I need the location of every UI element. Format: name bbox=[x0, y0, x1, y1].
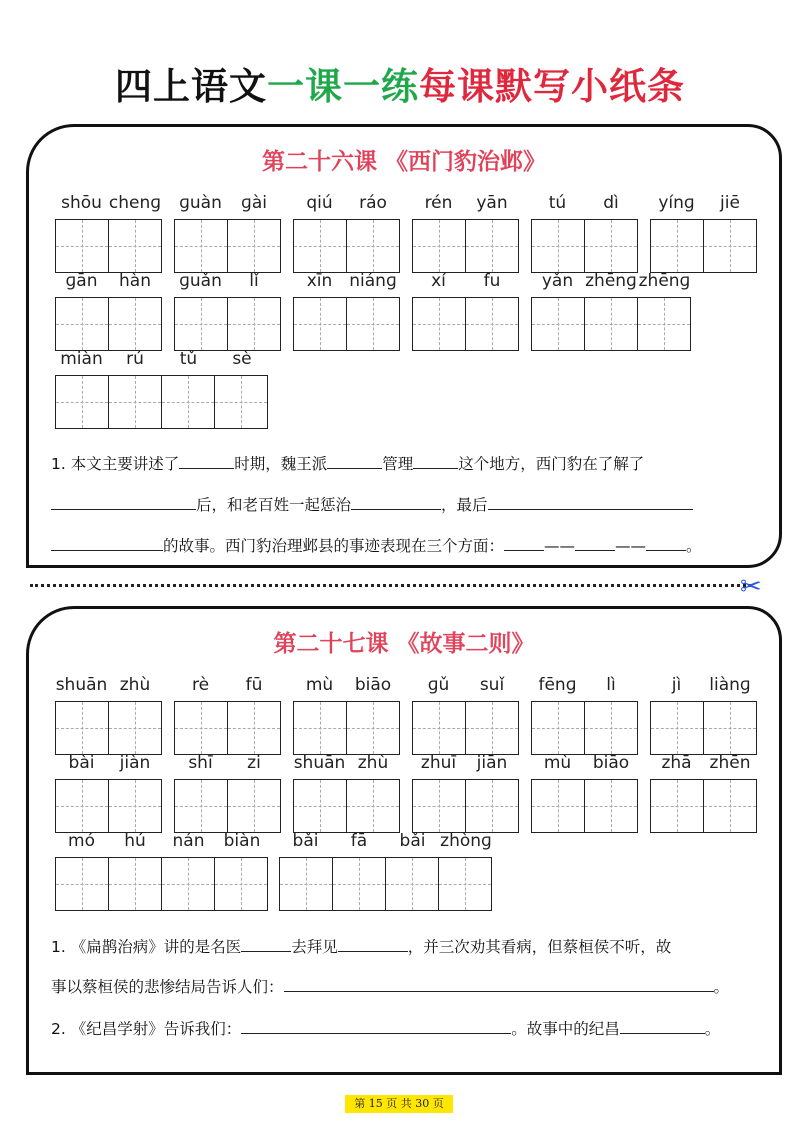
character-box[interactable] bbox=[56, 702, 109, 754]
character-box[interactable] bbox=[347, 702, 399, 754]
character-box[interactable] bbox=[413, 780, 466, 832]
pinyin-label: hàn bbox=[119, 271, 151, 291]
character-box[interactable] bbox=[347, 220, 399, 272]
lesson-27-heading: 第二十七课 《故事二则》 bbox=[273, 631, 535, 657]
pinyin-label: rè bbox=[191, 675, 210, 695]
lesson-27-card bbox=[26, 606, 782, 1075]
character-box[interactable] bbox=[651, 702, 704, 754]
writing-grid bbox=[55, 297, 162, 351]
character-box[interactable] bbox=[386, 858, 439, 910]
pinyin-label: niánɡ bbox=[349, 271, 397, 291]
pinyin-label: rén bbox=[424, 193, 453, 213]
answer-blank[interactable] bbox=[51, 493, 196, 510]
pinyin-label: lǐ bbox=[249, 271, 259, 291]
character-box[interactable] bbox=[175, 298, 228, 350]
answer-blank[interactable] bbox=[351, 493, 441, 510]
character-box[interactable] bbox=[704, 702, 756, 754]
writing-grid bbox=[55, 779, 162, 833]
pinyin-label: fā bbox=[350, 831, 368, 851]
answer-blank[interactable] bbox=[179, 452, 234, 469]
character-box[interactable] bbox=[109, 298, 161, 350]
writing-grid bbox=[55, 857, 268, 911]
pinyin-label: bǎi bbox=[292, 831, 319, 851]
pinyin-label: biāo bbox=[592, 753, 630, 773]
answer-blank[interactable] bbox=[575, 534, 615, 551]
answer-blank[interactable] bbox=[646, 534, 686, 551]
pinyin-label: zhuī bbox=[420, 753, 457, 773]
character-box[interactable] bbox=[228, 298, 280, 350]
character-box[interactable] bbox=[228, 702, 280, 754]
answer-blank[interactable] bbox=[241, 1017, 511, 1034]
character-box[interactable] bbox=[651, 220, 704, 272]
pinyin-label: yǎn bbox=[541, 271, 574, 291]
scissors-icon: ✂ bbox=[740, 572, 762, 602]
character-box[interactable] bbox=[413, 702, 466, 754]
character-box[interactable] bbox=[413, 220, 466, 272]
pinyin-label: fū bbox=[245, 675, 263, 695]
character-box[interactable] bbox=[56, 376, 109, 428]
answer-blank[interactable] bbox=[327, 452, 382, 469]
pinyin-label: liànɡ bbox=[709, 675, 751, 695]
character-box[interactable] bbox=[347, 298, 399, 350]
writing-grid bbox=[279, 857, 492, 911]
pinyin-label: zi bbox=[247, 753, 261, 773]
pinyin-label: shōu bbox=[61, 193, 102, 213]
character-box[interactable] bbox=[109, 220, 161, 272]
pinyin-label: nán bbox=[172, 831, 205, 851]
answer-blank[interactable] bbox=[413, 452, 458, 469]
writing-grid bbox=[412, 297, 519, 351]
pinyin-label: mù bbox=[305, 675, 334, 695]
character-box[interactable] bbox=[294, 702, 347, 754]
pinyin-label: ɡuǎn bbox=[179, 271, 222, 291]
character-box[interactable] bbox=[56, 858, 109, 910]
pinyin-label: xīn bbox=[306, 271, 333, 291]
pinyin-label: mó bbox=[68, 831, 95, 851]
character-box[interactable] bbox=[585, 780, 637, 832]
pinyin-label: ɡài bbox=[241, 193, 267, 213]
writing-grid bbox=[174, 219, 281, 273]
pinyin-label: zhēn bbox=[709, 753, 751, 773]
writing-grid bbox=[174, 297, 281, 351]
answer-blank[interactable] bbox=[284, 975, 714, 992]
pinyin-label: rú bbox=[126, 349, 144, 369]
writing-grid bbox=[412, 701, 519, 755]
character-box[interactable] bbox=[532, 780, 585, 832]
lesson-26-question-line-2: 后，和老百姓一起惩治 ，最后 bbox=[51, 493, 693, 515]
pinyin-label: lì bbox=[606, 675, 616, 695]
character-box[interactable] bbox=[175, 702, 228, 754]
pinyin-label: suǐ bbox=[479, 675, 505, 695]
writing-grid bbox=[412, 779, 519, 833]
writing-grid bbox=[55, 219, 162, 273]
character-box[interactable] bbox=[413, 298, 466, 350]
character-box[interactable] bbox=[466, 702, 518, 754]
pinyin-label: yān bbox=[476, 193, 508, 213]
character-box[interactable] bbox=[704, 220, 756, 272]
character-box[interactable] bbox=[175, 220, 228, 272]
pinyin-label: qiú bbox=[306, 193, 333, 213]
pinyin-label: shī bbox=[188, 753, 213, 773]
pinyin-label: jì bbox=[671, 675, 682, 695]
pinyin-label: hú bbox=[124, 831, 146, 851]
pinyin-label: bǎi bbox=[399, 831, 426, 851]
writing-grid bbox=[531, 219, 638, 273]
pinyin-label: zhēnɡ bbox=[585, 271, 637, 291]
character-box[interactable] bbox=[56, 298, 109, 350]
writing-grid bbox=[293, 779, 400, 833]
character-box[interactable] bbox=[109, 858, 162, 910]
character-box[interactable] bbox=[294, 780, 347, 832]
answer-blank[interactable] bbox=[241, 935, 291, 952]
pinyin-label: jiàn bbox=[119, 753, 151, 773]
writing-grid bbox=[55, 701, 162, 755]
lesson-27-question-1-line-2: 事以蔡桓侯的悲惨结局告诉人们： 。 bbox=[51, 975, 729, 997]
character-box[interactable] bbox=[280, 858, 333, 910]
character-box[interactable] bbox=[704, 780, 756, 832]
character-box[interactable] bbox=[56, 220, 109, 272]
pinyin-label: chenɡ bbox=[108, 193, 162, 213]
character-box[interactable] bbox=[532, 220, 585, 272]
pinyin-label: tú bbox=[548, 193, 567, 213]
character-box[interactable] bbox=[347, 780, 399, 832]
character-box[interactable] bbox=[466, 780, 518, 832]
character-box[interactable] bbox=[215, 376, 267, 428]
pinyin-label: biāo bbox=[354, 675, 392, 695]
page-title: 四上语文一课一练每课默写小纸条 bbox=[115, 65, 685, 108]
pinyin-label: biàn bbox=[223, 831, 261, 851]
character-box[interactable] bbox=[439, 858, 491, 910]
character-box[interactable] bbox=[532, 702, 585, 754]
character-box[interactable] bbox=[294, 220, 347, 272]
pinyin-label: dì bbox=[603, 193, 619, 213]
character-box[interactable] bbox=[162, 376, 215, 428]
character-box[interactable] bbox=[228, 220, 280, 272]
pinyin-label: sè bbox=[232, 349, 252, 369]
writing-grid bbox=[174, 779, 281, 833]
character-box[interactable] bbox=[109, 702, 161, 754]
character-box[interactable] bbox=[585, 220, 637, 272]
character-box[interactable] bbox=[466, 220, 518, 272]
writing-grid bbox=[293, 701, 400, 755]
character-box[interactable] bbox=[333, 858, 386, 910]
pinyin-label: zhù bbox=[119, 675, 151, 695]
lesson-26-heading: 第二十六课 《西门豹治邺》 bbox=[261, 149, 546, 175]
character-box[interactable] bbox=[651, 780, 704, 832]
lesson-26-question-line-3: 的故事。西门豹治理邺县的事迹表现在三个方面： —— —— 。 bbox=[51, 534, 702, 556]
writing-grid bbox=[174, 701, 281, 755]
pinyin-label: zhù bbox=[357, 753, 389, 773]
lesson-27-question-1-line-1: 1. 《扁鹊治病》讲的是名医 去拜见 ，并三次劝其看病，但蔡桓侯不听，故 bbox=[51, 935, 671, 957]
pinyin-label: shuān bbox=[55, 675, 108, 695]
pinyin-label: fu bbox=[483, 271, 501, 291]
character-box[interactable] bbox=[109, 376, 162, 428]
pinyin-label: ráo bbox=[359, 193, 387, 213]
writing-grid bbox=[293, 219, 400, 273]
pinyin-label: zhēnɡ bbox=[638, 271, 691, 291]
character-box[interactable] bbox=[162, 858, 215, 910]
writing-grid bbox=[650, 701, 757, 755]
character-box[interactable] bbox=[175, 780, 228, 832]
character-box[interactable] bbox=[228, 780, 280, 832]
writing-grid bbox=[531, 779, 638, 833]
pinyin-label: mù bbox=[543, 753, 572, 773]
pinyin-label: xí bbox=[431, 271, 446, 291]
pinyin-label: bài bbox=[68, 753, 95, 773]
character-box[interactable] bbox=[532, 298, 585, 350]
lesson-26-question-line-1: 1. 本文主要讲述了 时期，魏王派 管理 这个地方，西门豹在了解了 bbox=[51, 452, 644, 474]
lesson-26-card bbox=[26, 124, 782, 568]
pinyin-label: miàn bbox=[60, 349, 103, 369]
pinyin-label: ɡǔ bbox=[427, 675, 450, 695]
answer-blank[interactable] bbox=[338, 935, 408, 952]
character-box[interactable] bbox=[109, 780, 161, 832]
character-box[interactable] bbox=[638, 298, 690, 350]
lesson-27-question-2: 2. 《纪昌学射》告诉我们： 。故事中的纪昌 。 bbox=[51, 1017, 720, 1039]
answer-blank[interactable] bbox=[488, 493, 693, 510]
character-box[interactable] bbox=[585, 298, 638, 350]
writing-grid bbox=[531, 297, 691, 351]
writing-grid bbox=[650, 219, 757, 273]
pinyin-label: zhònɡ bbox=[440, 831, 492, 851]
pinyin-label: ɡān bbox=[65, 271, 98, 291]
cut-line bbox=[30, 584, 752, 587]
pinyin-label: zhā bbox=[661, 753, 692, 773]
answer-blank[interactable] bbox=[504, 534, 544, 551]
character-box[interactable] bbox=[294, 298, 347, 350]
pinyin-label: fēnɡ bbox=[538, 675, 577, 695]
pinyin-label: yínɡ bbox=[658, 193, 695, 213]
pinyin-label: shuān bbox=[293, 753, 346, 773]
character-box[interactable] bbox=[56, 780, 109, 832]
writing-grid bbox=[650, 779, 757, 833]
writing-grid bbox=[55, 375, 268, 429]
answer-blank[interactable] bbox=[620, 1017, 705, 1034]
pinyin-label: ɡuàn bbox=[179, 193, 222, 213]
character-box[interactable] bbox=[585, 702, 637, 754]
character-box[interactable] bbox=[215, 858, 267, 910]
page-footer: 第 15 页 共 30 页 bbox=[345, 1095, 453, 1113]
writing-grid bbox=[412, 219, 519, 273]
writing-grid bbox=[531, 701, 638, 755]
answer-blank[interactable] bbox=[51, 534, 163, 551]
pinyin-label: tǔ bbox=[179, 349, 198, 369]
writing-grid bbox=[293, 297, 400, 351]
pinyin-label: jiān bbox=[476, 753, 508, 773]
character-box[interactable] bbox=[466, 298, 518, 350]
pinyin-label: jiē bbox=[720, 193, 740, 213]
